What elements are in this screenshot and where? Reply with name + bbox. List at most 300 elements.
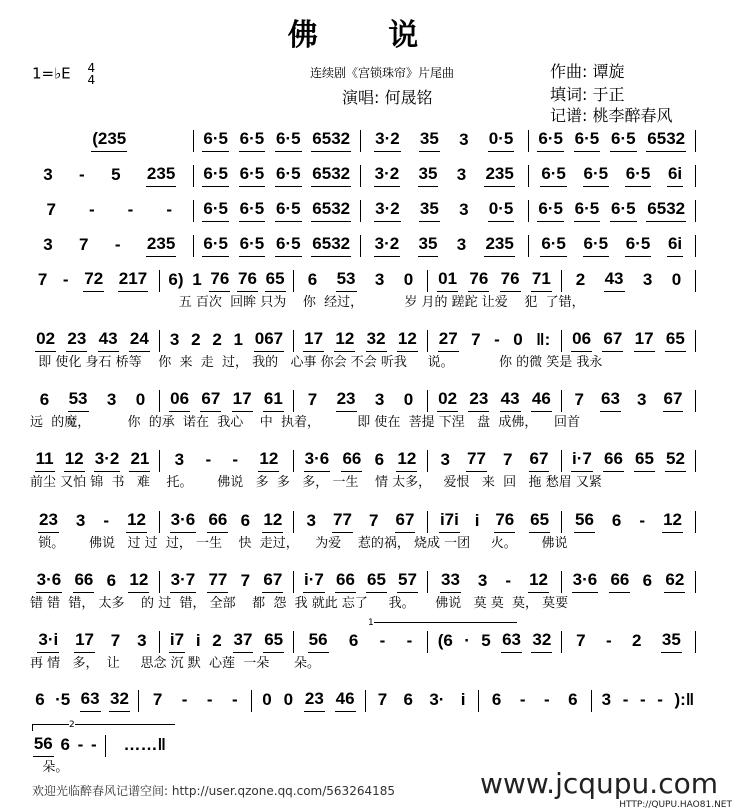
measure [164, 630, 289, 653]
lyrics-line: 五 百次 回眸 只为 你 经过， 岁 月的 蹉跎 让爱 犯 了错， [30, 295, 585, 310]
note: 35 [419, 199, 440, 222]
staff-line [30, 733, 180, 757]
note: 3 [637, 390, 647, 409]
barline [561, 270, 562, 292]
measure [110, 735, 181, 757]
note: 52 [665, 449, 686, 472]
note: 6·5 [610, 199, 637, 222]
barline [695, 631, 696, 653]
note: i [474, 511, 480, 530]
note: 6 [39, 390, 50, 409]
note: · [464, 631, 470, 650]
note: 63 [501, 630, 522, 653]
note: 6i [667, 164, 683, 187]
measure [432, 570, 557, 593]
note: 11 [35, 449, 55, 472]
measure [432, 389, 557, 412]
note: - [181, 690, 188, 709]
note: 6 [60, 735, 70, 754]
note: - [379, 631, 386, 650]
time-bottom: 4 [87, 73, 96, 87]
note: 2 [632, 631, 642, 650]
measure [298, 269, 423, 292]
barline [528, 165, 529, 187]
note: 0·5 [488, 129, 515, 152]
note: 6i [667, 234, 683, 257]
measure [30, 510, 155, 533]
note: 35 [418, 164, 439, 187]
note: 6 [403, 690, 413, 709]
measure [30, 234, 189, 257]
note: 32 [109, 689, 130, 712]
note: 3·6 [304, 449, 331, 472]
note: 3 [642, 270, 653, 289]
note: 57 [397, 570, 418, 593]
note: 6·5 [537, 129, 564, 152]
note: 7 [307, 390, 318, 409]
note: 12 [128, 570, 149, 593]
measure [298, 510, 423, 533]
note: 7 [37, 270, 48, 289]
singer: 演唱: 何晟铭 [342, 88, 433, 107]
note: 6·5 [275, 129, 302, 152]
note: i7 [169, 630, 185, 653]
note: ):‖ [674, 690, 695, 709]
barline [159, 631, 160, 653]
note: 7 [240, 571, 251, 590]
note: 6·5 [239, 129, 266, 152]
note: 67 [602, 329, 623, 352]
note: 3·i [37, 630, 59, 653]
barline [293, 511, 294, 533]
note: 23 [38, 510, 59, 533]
measure [365, 164, 524, 187]
note: 56 [574, 510, 595, 533]
barline [360, 200, 361, 222]
measure [30, 449, 155, 472]
note: 35 [418, 234, 439, 257]
note: 62 [664, 570, 685, 593]
note: 235 [146, 164, 176, 187]
barline [159, 450, 160, 472]
measure [432, 510, 557, 533]
note: 6 [348, 631, 359, 650]
note: 3·2 [374, 164, 401, 187]
note: 01 [437, 269, 458, 292]
note: - [79, 165, 85, 184]
note: (235 [91, 129, 127, 152]
staff-line [30, 328, 700, 352]
note: 6·5 [625, 164, 652, 187]
barline [159, 511, 160, 533]
note: - [77, 735, 84, 754]
note: - [231, 690, 238, 709]
note: 6·5 [583, 164, 610, 187]
note: 06 [571, 329, 592, 352]
note: i·7 [571, 449, 593, 472]
measure [198, 234, 357, 257]
lyrics-line: 朵。 [30, 760, 69, 775]
barline [293, 571, 294, 593]
note: 6·5 [275, 234, 302, 257]
note: 33 [440, 570, 461, 593]
note: 23 [468, 389, 489, 412]
note: 43 [98, 329, 119, 352]
note: 217 [118, 269, 148, 292]
lyrics-line: 前尘 又怕 锦 书 难 托。 佛说 多 多 多， 一生 情 太多， 爱恨 来 回 拖 愁眉 又紧 [30, 475, 602, 490]
note: ‖: [536, 330, 551, 349]
note: 46 [335, 689, 356, 712]
note: 7 [369, 511, 379, 530]
note: 53 [336, 269, 357, 292]
note: 67 [262, 570, 283, 593]
note: i7i [439, 510, 460, 533]
measure [566, 449, 691, 472]
barline [561, 631, 562, 653]
note: 67 [200, 389, 221, 412]
note: 02 [437, 389, 458, 412]
note: 6·5 [275, 199, 302, 222]
measure [143, 690, 247, 712]
note: 6532 [311, 199, 351, 222]
note: 6·5 [202, 129, 229, 152]
note: 66 [335, 570, 356, 593]
measure [30, 734, 101, 757]
lyrics-line: 锁。 佛说 过 过 过， 一生 快 走过， 为爱 惹的祸， 烧成 一团 火。 佛说 [30, 536, 568, 551]
note: 66 [609, 570, 630, 593]
measure [164, 449, 289, 472]
note: - [544, 690, 550, 709]
note: 235 [484, 234, 514, 257]
measure [533, 199, 692, 222]
measure [298, 570, 423, 593]
note: 0 [403, 270, 414, 289]
note: 77 [207, 570, 228, 593]
note: 1 [192, 270, 202, 289]
note: - [657, 690, 663, 709]
watermark-sub: HTTP://QUPU.HAO81.NET [619, 800, 732, 810]
note: 17 [303, 329, 324, 352]
note: i·7 [303, 570, 325, 593]
barline [695, 130, 696, 152]
measure [432, 449, 557, 472]
note: 3 [456, 235, 467, 254]
barline [695, 330, 696, 352]
note: 6 [611, 511, 622, 530]
staff-line [30, 268, 700, 292]
note: 12 [258, 449, 279, 472]
note: 6 [106, 571, 117, 590]
note: 21 [129, 449, 150, 472]
measure [164, 269, 289, 292]
measure [198, 164, 357, 187]
note: 1 [233, 330, 243, 349]
note: 6·5 [202, 234, 229, 257]
note: 6·5 [574, 199, 601, 222]
note: 3 [43, 235, 53, 254]
barline [159, 390, 160, 412]
barline [427, 390, 428, 412]
note: 5 [481, 631, 491, 650]
note: 12 [262, 510, 283, 533]
barline [105, 735, 106, 757]
measure [164, 510, 289, 533]
note: 6·5 [202, 199, 229, 222]
note: 23 [66, 329, 87, 352]
note: 2 [575, 270, 586, 289]
lyrics-line: 错 错 错， 太多 的 过 错， 全部 都 怨 我 就此 忘了 我。 佛说 莫 莫 莫， 莫要 [30, 596, 569, 611]
note: 3 [43, 165, 53, 184]
note: 0 [135, 390, 146, 409]
note: 77 [332, 510, 353, 533]
note: 6 [35, 690, 45, 709]
note: - [639, 511, 646, 530]
note: 2 [191, 330, 201, 349]
note: 76 [209, 269, 230, 292]
staff-line [30, 233, 700, 257]
measure [30, 329, 155, 352]
measure [566, 389, 691, 412]
note: 35 [419, 129, 440, 152]
note: - [114, 235, 121, 254]
barline [561, 330, 562, 352]
note: 067 [254, 329, 284, 352]
barline [193, 165, 194, 187]
barline [695, 450, 696, 472]
barline [528, 235, 529, 257]
note: 12 [126, 510, 147, 533]
note: 6·5 [239, 164, 266, 187]
barline [695, 235, 696, 257]
note: 65 [263, 630, 284, 653]
staff-line [30, 388, 700, 412]
barline [293, 390, 294, 412]
note: 6 [491, 690, 502, 709]
key-signature [32, 62, 95, 86]
note: 56 [308, 630, 329, 653]
note: 17 [232, 389, 253, 412]
barline [427, 450, 428, 472]
note: 72 [83, 269, 104, 292]
barline [193, 235, 194, 257]
note: 3·2 [374, 199, 401, 222]
barline [159, 571, 160, 593]
note: 3 [374, 270, 385, 289]
note: 43 [500, 389, 521, 412]
key-label: 1=♭E [32, 64, 71, 83]
note: 0 [262, 690, 272, 709]
barline [360, 235, 361, 257]
note: - [127, 200, 134, 219]
note: ·5 [55, 690, 71, 709]
note: 3·2 [374, 234, 401, 257]
note: 76 [237, 269, 258, 292]
note: 63 [80, 689, 101, 712]
note: - [406, 631, 413, 650]
note: 12 [528, 570, 549, 593]
time-top: 4 [87, 61, 96, 75]
barline [528, 130, 529, 152]
note: 71 [531, 269, 552, 292]
composer: 作曲: 谭旋 [550, 62, 625, 81]
barline [427, 511, 428, 533]
note: - [494, 330, 500, 349]
staff-line [30, 198, 700, 222]
staff-line [30, 629, 700, 653]
measure [533, 234, 692, 257]
note: 23 [336, 389, 357, 412]
volta-1-label: 1 [368, 618, 374, 628]
measure [533, 129, 692, 152]
barline [561, 571, 562, 593]
measure [298, 389, 423, 412]
measure [298, 329, 423, 352]
barline [591, 690, 592, 712]
note: 7 [46, 200, 56, 219]
note: 02 [35, 329, 56, 352]
note: 3 [374, 390, 385, 409]
note: 0 [513, 330, 523, 349]
note: 2 [212, 631, 222, 650]
note: 66 [73, 570, 94, 593]
note: 3·6 [572, 570, 599, 593]
note: 24 [129, 329, 150, 352]
staff-line [30, 448, 700, 472]
time-signature [87, 62, 95, 86]
barline [695, 200, 696, 222]
staff-line [30, 569, 700, 593]
note: 7 [574, 390, 584, 409]
note: - [205, 450, 212, 469]
staff-line [30, 688, 700, 712]
note: 27 [438, 329, 459, 352]
barline [159, 270, 160, 292]
note: 6 [568, 690, 578, 709]
barline [695, 270, 696, 292]
note: 12 [64, 449, 85, 472]
staff-line [30, 509, 700, 533]
note: 3·6 [36, 570, 63, 593]
note: 35 [661, 630, 682, 653]
note: 76 [468, 269, 489, 292]
measure [432, 630, 557, 653]
barline [561, 511, 562, 533]
note: 7 [152, 690, 163, 709]
note: 7 [471, 330, 481, 349]
note: 3 [477, 571, 488, 590]
barline [427, 270, 428, 292]
note: (6 [437, 631, 453, 650]
lyrics-line: 即 使化 身石 桥等 你 来 走 过， 我的 心事 你会 不会 听我 说。 你 的微 笑是 我永 [30, 355, 603, 370]
note: 66 [207, 510, 228, 533]
note: 56 [33, 734, 54, 757]
measure [198, 129, 357, 152]
note: - [206, 690, 213, 709]
measure [365, 234, 524, 257]
note: 67 [529, 449, 550, 472]
note: 66 [603, 449, 624, 472]
footer-text: 欢迎光临醉春风记谱空间: http://user.qzone.qq.com/563264185 [32, 784, 396, 798]
barline [293, 270, 294, 292]
note: 46 [531, 389, 552, 412]
barline [561, 390, 562, 412]
barline [427, 571, 428, 593]
note: 6) [168, 270, 184, 289]
measure [566, 510, 691, 533]
note: 6532 [646, 129, 686, 152]
note: - [90, 735, 97, 754]
note: 65 [265, 269, 286, 292]
measure [566, 329, 691, 352]
measure [30, 164, 189, 187]
note: 12 [662, 510, 683, 533]
note: 3· [429, 690, 445, 709]
note: 3 [174, 450, 185, 469]
note: 6 [240, 511, 251, 530]
note: - [519, 690, 526, 709]
measure [483, 690, 587, 712]
note: 65 [366, 570, 387, 593]
note: 3 [106, 390, 117, 409]
note: i [195, 631, 201, 650]
note: 3·7 [170, 570, 197, 593]
note: 6532 [311, 129, 351, 152]
note: 3·2 [94, 449, 121, 472]
note: 6·5 [202, 164, 229, 187]
note: - [505, 571, 512, 590]
note: 6532 [646, 199, 686, 222]
note: 6·5 [540, 164, 567, 187]
measure [533, 164, 692, 187]
song-title: 佛 说 [287, 18, 449, 53]
barline [478, 690, 479, 712]
note: 67 [395, 510, 416, 533]
note: 3 [169, 330, 180, 349]
note: 23 [304, 689, 325, 712]
note: 0·5 [488, 199, 515, 222]
note: 6·5 [239, 199, 266, 222]
measure [370, 690, 474, 712]
note: 6·5 [540, 234, 567, 257]
measure [30, 689, 134, 712]
barline [193, 130, 194, 152]
barline [293, 450, 294, 472]
measure [30, 269, 155, 292]
note: 76 [500, 269, 521, 292]
measure [164, 570, 289, 593]
transcriber: 记谱: 桃李醉春风 [550, 106, 673, 125]
note: 53 [68, 389, 89, 412]
note: 3 [306, 511, 316, 530]
measure [566, 269, 691, 292]
measure [365, 199, 524, 222]
lyricist: 填词: 于正 [550, 85, 625, 104]
barline [695, 165, 696, 187]
note: 5 [111, 165, 121, 184]
measure [432, 269, 557, 292]
barline [193, 200, 194, 222]
note: 3 [601, 690, 612, 709]
note: 3 [459, 200, 469, 219]
measure [365, 129, 524, 152]
note: 3·6 [170, 510, 197, 533]
note: 67 [663, 389, 684, 412]
note: 3 [440, 450, 450, 469]
barline [695, 390, 696, 412]
note: i [460, 690, 466, 709]
barline [293, 330, 294, 352]
barline [138, 690, 139, 712]
